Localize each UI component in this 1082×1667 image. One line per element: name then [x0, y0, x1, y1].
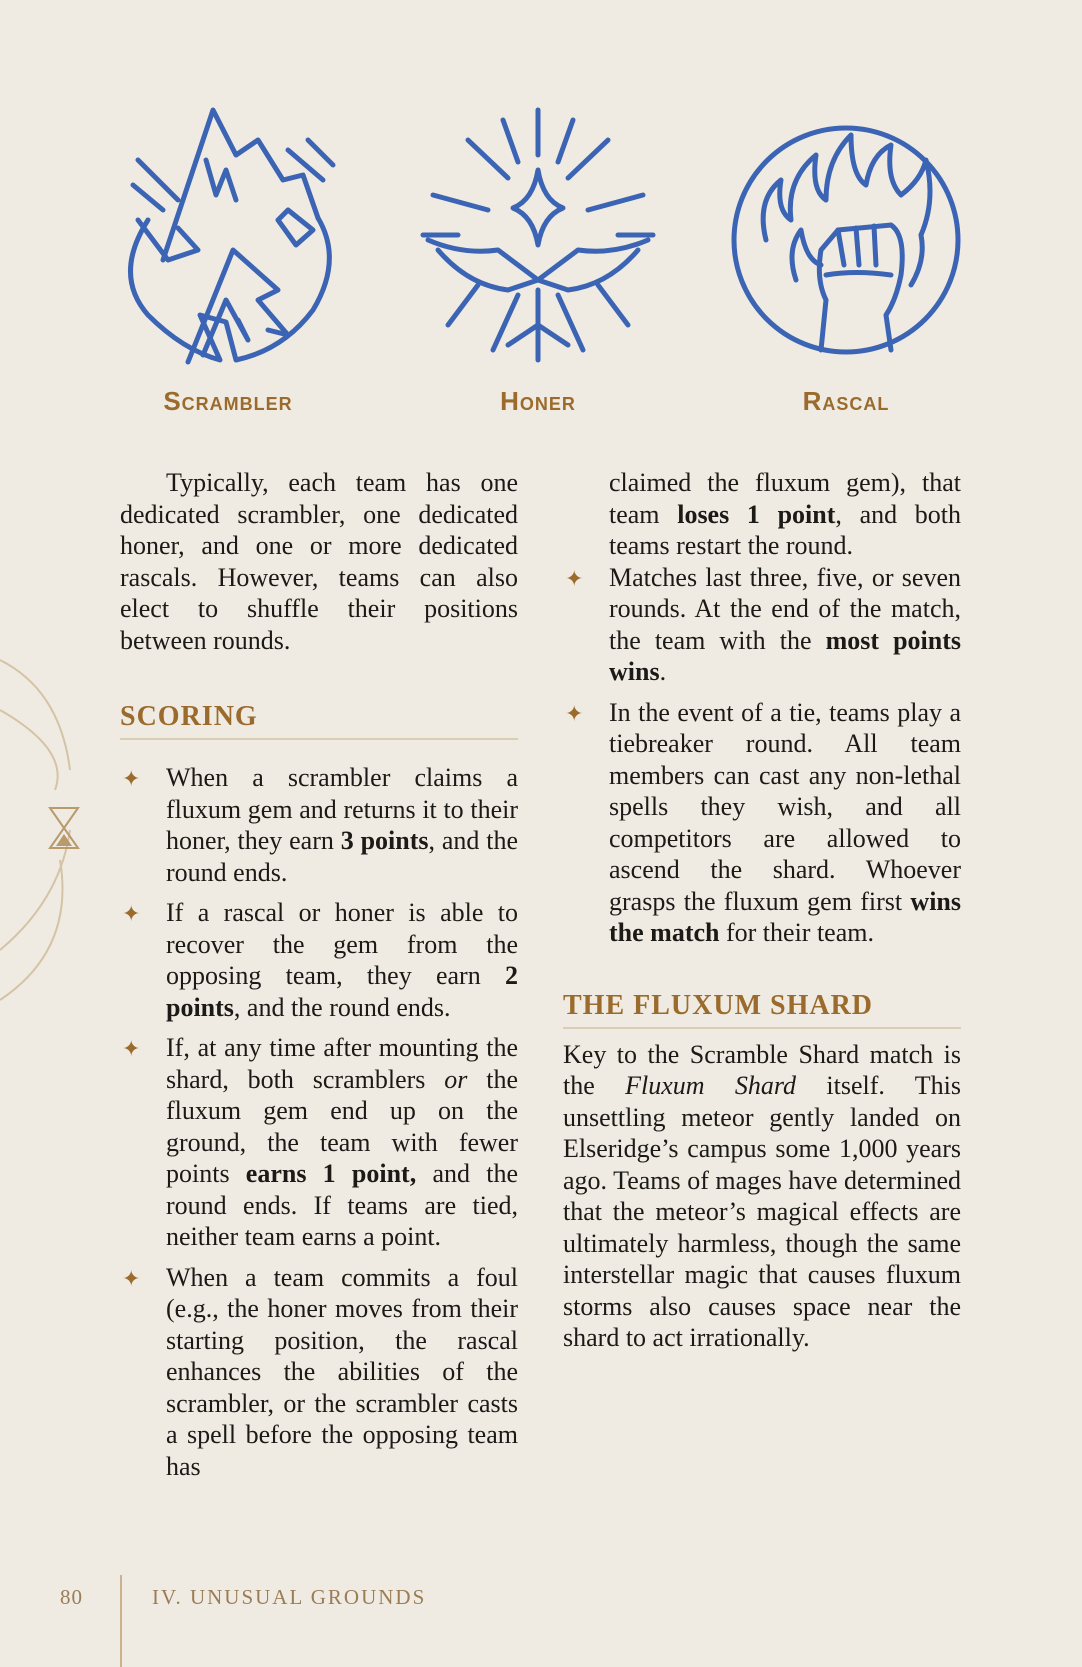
left-column	[120, 467, 518, 1491]
emblem-label-rascal: Rascal	[802, 386, 890, 416]
fluxum-shard-heading: THE FLUXUM SHARD	[563, 989, 961, 1029]
list-item: ✦ If, at any time after mounting the shard, both scramblers or the fluxum gem end up on the ground, the team with fewer points earns 1 point, and the round ends. If teams are tied, neither team earns a point.	[122, 1033, 518, 1251]
list-item: ✦ Matches last three, five, or seven rounds. At the end of the match, the team with the most points wins.	[565, 562, 962, 686]
list-item: ✦ In the event of a tie, teams play a tiebreaker round. All team members can cast any non-lethal spells they wish, and all competitors are allowed to ascend the shard. Whoever grasps the fluxum gem first wins the match for their team.	[565, 697, 961, 947]
page-number: 80	[60, 1585, 83, 1609]
star-bullet-icon: ✦	[122, 1037, 141, 1062]
hourglass-ornament-icon	[0, 650, 90, 1030]
intro-text: Typically, each team has one dedicated scrambler, one dedicated honer, and one or more dedicated rascals. However, teams can also elect to shuffle their positions between rounds.	[120, 468, 518, 655]
rascal-emblem	[726, 100, 966, 370]
running-footer-chapter: IV. UNUSUAL GROUNDS	[152, 1585, 427, 1609]
fist-flame-icon	[726, 100, 966, 370]
intro-paragraph	[120, 467, 518, 656]
star-bullet-icon: ✦	[122, 902, 141, 927]
bullet-continuation: claimed the fluxum gem), that team loses 1 point, and both teams restart the round.	[609, 468, 962, 560]
star-bullet-icon: ✦	[122, 767, 141, 792]
list-item: ✦ If a rascal or honer is able to recover the gem from the opposing team, they earn 2 points, and the round ends.	[122, 898, 518, 1022]
scoring-heading: SCORING	[120, 700, 518, 740]
list-item: ✦ When a scrambler claims a fluxum gem and returns it to their honer, they earn 3 points, and the round ends.	[122, 763, 519, 887]
star-bullet-icon: ✦	[122, 1266, 141, 1292]
right-column	[563, 467, 961, 1354]
scrambler-emblem	[108, 100, 348, 370]
star-bullet-icon: ✦	[565, 701, 584, 727]
emblem-label-honer: Honer	[500, 386, 576, 416]
scoring-list-continued	[563, 562, 961, 949]
list-item: ✦ When a team commits a foul (e.g., the honer moves from their starting position, the rascal enhances the abilities of the scrambler, or the scrambler casts a spell before the opposing team has	[122, 1262, 518, 1481]
footer-divider	[120, 1575, 122, 1667]
star-bullet-icon: ✦	[565, 566, 584, 592]
emblem-label-scrambler: Scrambler	[163, 386, 293, 416]
hands-star-icon	[418, 100, 658, 370]
honer-emblem	[418, 100, 658, 370]
fluxum-shard-paragraph: Key to the Scramble Shard match is the Fluxum Shard itself. This unsettling meteor gently landed on Elseridge’s campus some 1,000 years ago. Teams of mages have determined that the meteor’s magical effects are ultimately harmless, though the same interstellar magic that causes fluxum storms also causes space near the shard to act irrationally.	[563, 1039, 962, 1352]
mountain-crest-icon	[108, 100, 348, 370]
scoring-list	[120, 762, 518, 1482]
